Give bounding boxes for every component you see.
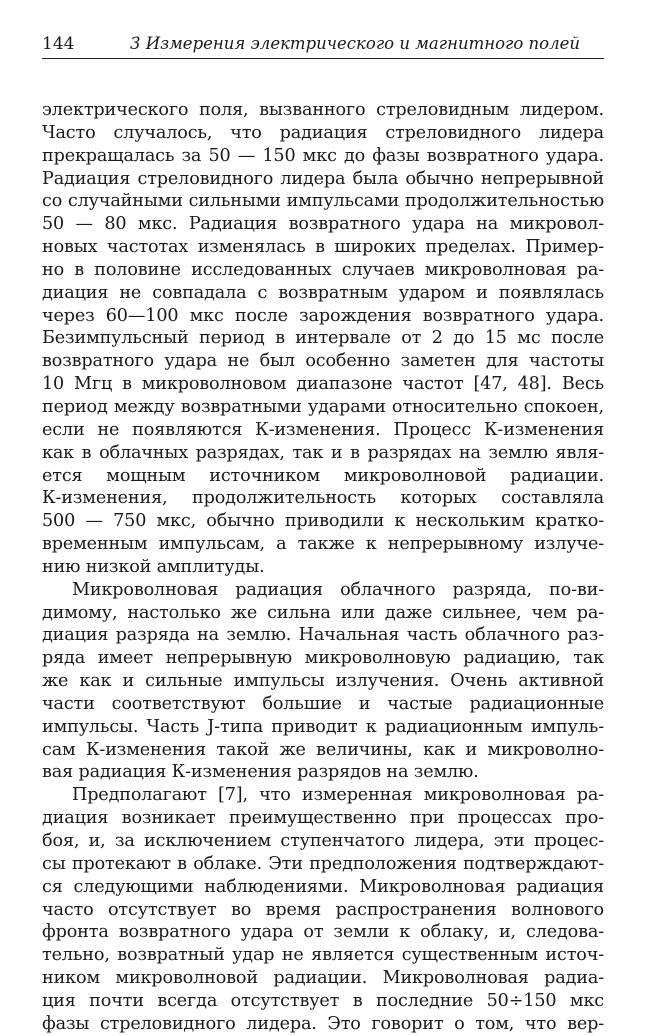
text-line: ся следующими наблюдениями. Микроволновая радиация xyxy=(42,876,604,897)
text-line: часто отсутствует во время распространения волнового xyxy=(42,899,604,920)
body-text xyxy=(42,99,604,1036)
text-line: ция почти всегда отсутствует в последние 50÷150 мкс xyxy=(42,990,604,1011)
text-line: импульсы. Часть J-типа приводит к радиационным импуль- xyxy=(42,716,604,737)
text-line: возвратного удара не был особенно заметен для частоты xyxy=(42,351,604,372)
text-line: тельно, возвратный удар не является существенным источ- xyxy=(42,945,604,966)
text-line: нию низкой амплитуды. xyxy=(42,556,265,577)
text-line: электрического поля, вызванного стреловидным лидером. xyxy=(42,100,604,120)
text-line: диация разряда на землю. Начальная часть облачного раз- xyxy=(42,625,604,646)
text-line: сы протекают в облаке. Эти предположения подтверждают- xyxy=(42,853,604,874)
text-line: боя, и, за исключением ступенчатого лидера, эти процес- xyxy=(42,831,604,851)
text-line: 500 — 750 мкс, обычно приводили к нескольким кратко- xyxy=(42,511,604,532)
text-line: вая радиация К-изменения разрядов на землю. xyxy=(42,762,479,783)
chapter-title: 3 Измерения электрического и магнитного полей xyxy=(130,34,580,53)
text-line: Часто случалось, что радиация стреловидного лидера xyxy=(42,122,604,143)
text-line: как в облачных разрядах, так и в разрядах на землю явля- xyxy=(42,442,604,463)
text-line: ником микроволновой радиации. Микроволновая радиа- xyxy=(42,968,604,989)
text-line: временным импульсам, а также к непрерывному излуче- xyxy=(42,534,604,555)
text-line: Безимпульсный период в интервале от 2 до 15 мс после xyxy=(42,328,604,349)
text-line: диация не совпадала с возвратным ударом и появлялась xyxy=(42,282,604,303)
text-line: 10 Мгц в микроволновом диапазоне частот [47, 48]. Весь xyxy=(42,374,604,395)
text-line: Микроволновая радиация облачного разряда, по-ви- xyxy=(72,579,604,600)
running-head xyxy=(42,30,604,59)
page-number: 144 xyxy=(42,34,75,54)
text-line: период между возвратными ударами относительно спокоен, xyxy=(42,396,604,417)
text-line: со случайными сильными импульсами продолжительностью xyxy=(42,191,604,212)
text-line: но в половине исследованных случаев микроволновая ра- xyxy=(42,259,604,280)
text-line: новых частотах изменялась в широких пределах. Пример- xyxy=(42,237,604,258)
text-line: фазы стреловидного лидера. Это говорит о том, что вер- xyxy=(42,1013,604,1034)
text-line: если не появляются К-изменения. Процесс К-изменения xyxy=(42,419,604,440)
text-line: К-изменения, продолжительность которых составляла xyxy=(42,488,604,509)
text-line: диация возникает преимущественно при процессах про- xyxy=(42,808,604,829)
text-line: ряда имеет непрерывную микроволновую радиацию, так xyxy=(42,648,604,669)
text-line: части соответствуют большие и частые радиационные xyxy=(42,693,604,714)
book-page xyxy=(42,30,604,1036)
text-line: сам К-изменения такой же величины, как и микроволно- xyxy=(42,739,604,760)
text-line: димому, настолько же сильна или даже сильнее, чем ра- xyxy=(42,602,604,623)
text-line: фронта возвратного удара от земли к облаку, и, следова- xyxy=(42,922,604,943)
text-line: ется мощным источником микроволновой радиации. xyxy=(42,465,604,486)
text-line: прекращалась за 50 — 150 мкс до фазы возвратного удара. xyxy=(42,145,604,166)
text-line: Предполагают [7], что измеренная микроволновая ра- xyxy=(72,785,604,806)
text-line: 50 — 80 мкс. Радиация возвратного удара на микровол- xyxy=(42,214,604,235)
text-line: же как и сильные импульсы излучения. Очень активной xyxy=(42,671,604,692)
text-line: через 60—100 мкс после зарождения возвратного удара. xyxy=(42,305,604,326)
text-line: Радиация стреловидного лидера была обычно непрерывной xyxy=(42,168,604,189)
